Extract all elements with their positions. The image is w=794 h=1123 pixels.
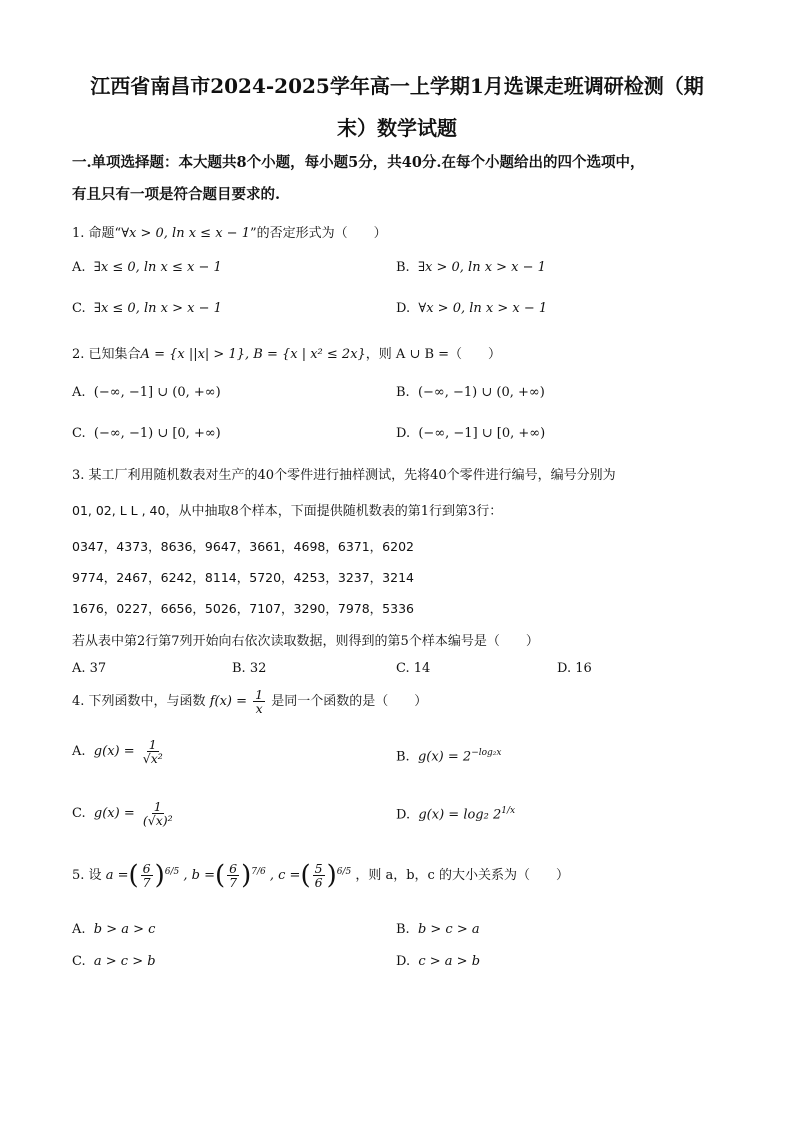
question-3-option-b: B. 32	[232, 661, 267, 676]
question-4-option-d: D. g(x) = log₂ $2^{1/x}$	[396, 806, 516, 823]
question-1-option-b: B. ∃x > 0, ln x > x − 1	[396, 260, 546, 275]
question-1-option-d: D. ∀x > 0, ln x > x − 1	[396, 301, 548, 316]
section1-instructions-line2: 有且只有一项是符合题目要求的.	[72, 186, 281, 203]
question-1-option-c: C. ∃x ≤ 0, ln x > x − 1	[72, 301, 222, 316]
question-2-option-b: B. (−∞, −1) ∪ (0, +∞)	[396, 385, 545, 400]
section1-instructions-line1: 一.单项选择题：本大题共8个小题，每小题5分，共40分.在每个小题给出的四个选项中，	[72, 154, 645, 171]
question-2-option-c: C. (−∞, −1) ∪ [0, +∞)	[72, 426, 221, 441]
question-3-option-c: C. 14	[396, 661, 431, 676]
question-1-option-a: A. ∃x ≤ 0, ln x ≤ x − 1	[72, 260, 222, 275]
question-4-option-c: C. g(x) = $\frac{1}{\text{(√x)²}}$	[72, 799, 173, 829]
random-table-row-1: 0347，4373，8636，9647，3661，4698，6371，6202	[72, 539, 414, 554]
question-5-stem: 5. 设 a =( $\frac{6}{7}$ )$^{6/5}$ , b =( $\frac{6}{7}$ )$^{7/6}$ , c =( $\frac{5}{6}$ )$^{6/5}$ ，则 a，b，c 的大小关系为（ ）	[72, 860, 569, 891]
question-4-stem: 4. 下列函数中，与函数 f(x) = $\frac{1}{x}$ 是同一个函数的是（ ）	[72, 687, 428, 717]
question-1-stem: 1. 命题“∀x > 0, ln x ≤ x − 1”的否定形式为（ ）	[72, 226, 387, 241]
question-3-question: 若从表中第2行第7列开始向右依次读取数据，则得到的第5个样本编号是（ ）	[72, 634, 539, 649]
question-5-option-d: D. c > a > b	[396, 954, 481, 969]
exam-title-line1: 江西省南昌市2024-2025学年高一上学期1月选课走班调研检测（期	[90, 74, 704, 98]
question-2-stem: 2. 已知集合A = {x ||x| > 1}, B = {x | x² ≤ 2x}，则 A ∪ B =（ ）	[72, 347, 502, 362]
question-2-option-d: D. (−∞, −1] ∪ [0, +∞)	[396, 426, 546, 441]
random-table-row-3: 1676，0227，6656，5026，7107，3290，7978，5336	[72, 601, 414, 616]
question-3-stem-line2: 01, 02, L L , 40，从中抽取8个样本，下面提供随机数表的第1行到第3行：	[72, 503, 503, 519]
question-3-stem-line1: 3. 某工厂利用随机数表对生产的40个零件进行抽样测试，先将40个零件进行编号，编号分别为	[72, 468, 616, 483]
question-5-option-a: A. b > a > c	[72, 922, 156, 937]
question-2-option-a: A. (−∞, −1] ∪ (0, +∞)	[72, 385, 221, 400]
question-4-option-b: B. $g(x) = 2^{-log_2x}$	[396, 748, 502, 765]
question-4-option-a: A. g(x) = $\frac{1}{\text{√x²}}$	[72, 737, 163, 767]
question-5-option-c: C. a > c > b	[72, 954, 156, 969]
random-table-row-2: 9774，2467，6242，8114，5720，4253，3237，3214	[72, 570, 414, 585]
exam-title-line2: 末）数学试题	[337, 116, 457, 140]
question-5-option-b: B. b > c > a	[396, 922, 480, 937]
question-3-option-d: D. 16	[557, 661, 592, 676]
question-3-option-a: A. 37	[72, 661, 107, 676]
